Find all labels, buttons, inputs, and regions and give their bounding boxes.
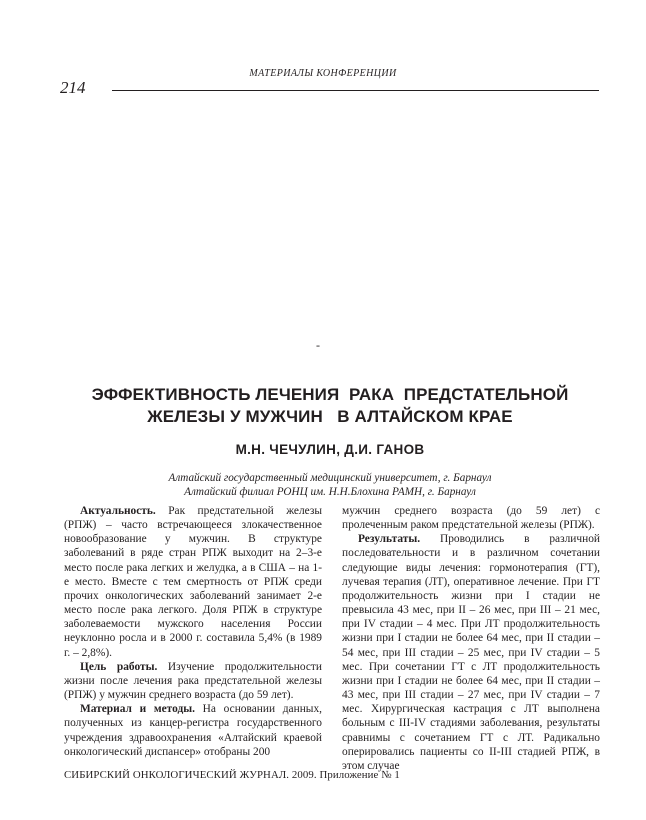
paragraph-methods-continued: мужчин среднего возраста (до 59 лет) с пролеченным раком предстательной железы (РПЖ). <box>342 505 600 532</box>
paragraph-results <box>342 532 600 773</box>
affiliations <box>60 471 600 499</box>
heading-actuality: Актуальность. <box>80 505 156 517</box>
paragraph-actuality <box>64 504 322 660</box>
article-title <box>60 384 600 428</box>
dash-mark: - <box>316 338 320 352</box>
text-goal: Изучение продолжительности жизни после лечения рака предстательной железы (РПЖ) у мужчин среднего возраста (до 59 лет). <box>64 660 322 702</box>
title-line: ЖЕЛЕЗЫ У МУЖЧИН В АЛТАЙСКОМ КРАЕ <box>147 407 513 426</box>
article-authors: М.Н. ЧЕЧУЛИН, Д.И. ГАНОВ <box>235 442 425 457</box>
text-methods: На основании данных, полученных из канцер-регистра государственного учреждения здравоохранения «Алтайский краевой онкологический диспансер» отобраны 200 <box>64 703 322 758</box>
title-line: ЭФФЕКТИВНОСТЬ ЛЕЧЕНИЯ РАКА ПРЕДСТАТЕЛЬНОЙ <box>91 385 569 404</box>
page-number: 214 <box>60 78 86 97</box>
right-column <box>342 504 600 773</box>
paragraph-methods <box>64 702 322 759</box>
running-header: МАТЕРИАЛЫ КОНФЕРЕНЦИИ <box>249 68 397 79</box>
text-actuality: Рак предстательной железы (РПЖ) – часто встречающееся злокачественное новообразование у мужчин. В структуре заболеваний в ряде стран РПЖ выходит на 2–3-е место после рака легких и желудка, а в США – на 1-е место. Вместе с тем смертность от РПЖ среди прочих онкологических заболеваний занимает 2-е место после рака легкого. Доля РПЖ в структуре заболеваемости мужского населения России неуклонно росла и в 2000 г. составила 5,4% (в 1989 г. – 2,8%). <box>64 505 322 659</box>
heading-goal: Цель работы. <box>80 660 158 673</box>
paragraph-goal <box>64 660 322 702</box>
heading-methods: Материал и методы. <box>80 703 195 716</box>
left-column <box>64 504 322 759</box>
affiliation: Алтайский филиал РОНЦ им. Н.Н.Блохина РАМН, г. Барнаул <box>184 486 476 498</box>
header-rule <box>112 90 599 91</box>
text-results: Проводились в различной последовательности и в различном сочетании следующие виды лечения: гормонотерапия (ГТ), лучевая терапия (ЛТ), оперативное лечение. При ГТ продолжительность жизни при I стадии не превысила 43 мес, при II – 26 мес, при III – 21 мес, при IV стадии – 4 мес. При ЛТ продолжительность жизни при I стадии не более 64 мес, при II стадии – 54 мес, при III стадии – 25 мес, при IV стадии – 5 мес. При сочетании ГТ с ЛТ продолжительность жизни при I стадии не более 64 мес, при II стадии – 43 мес, при III стадии – 27 мес, при IV стадии – 7 мес. Хирургическая кастрация с ЛТ выполнена больным с III-IV стадиями заболевания, результаты сравнимы с сочетанием ГТ с ЛТ. Радикально оперировались пациенты со II-III стадией РПЖ, в этом случае <box>342 533 600 772</box>
affiliation: Алтайский государственный медицинский университет, г. Барнаул <box>168 472 492 484</box>
heading-results: Результаты. <box>358 533 421 546</box>
journal-footer: СИБИРСКИЙ ОНКОЛОГИЧЕСКИЙ ЖУРНАЛ. 2009. Приложение № 1 <box>64 769 400 781</box>
